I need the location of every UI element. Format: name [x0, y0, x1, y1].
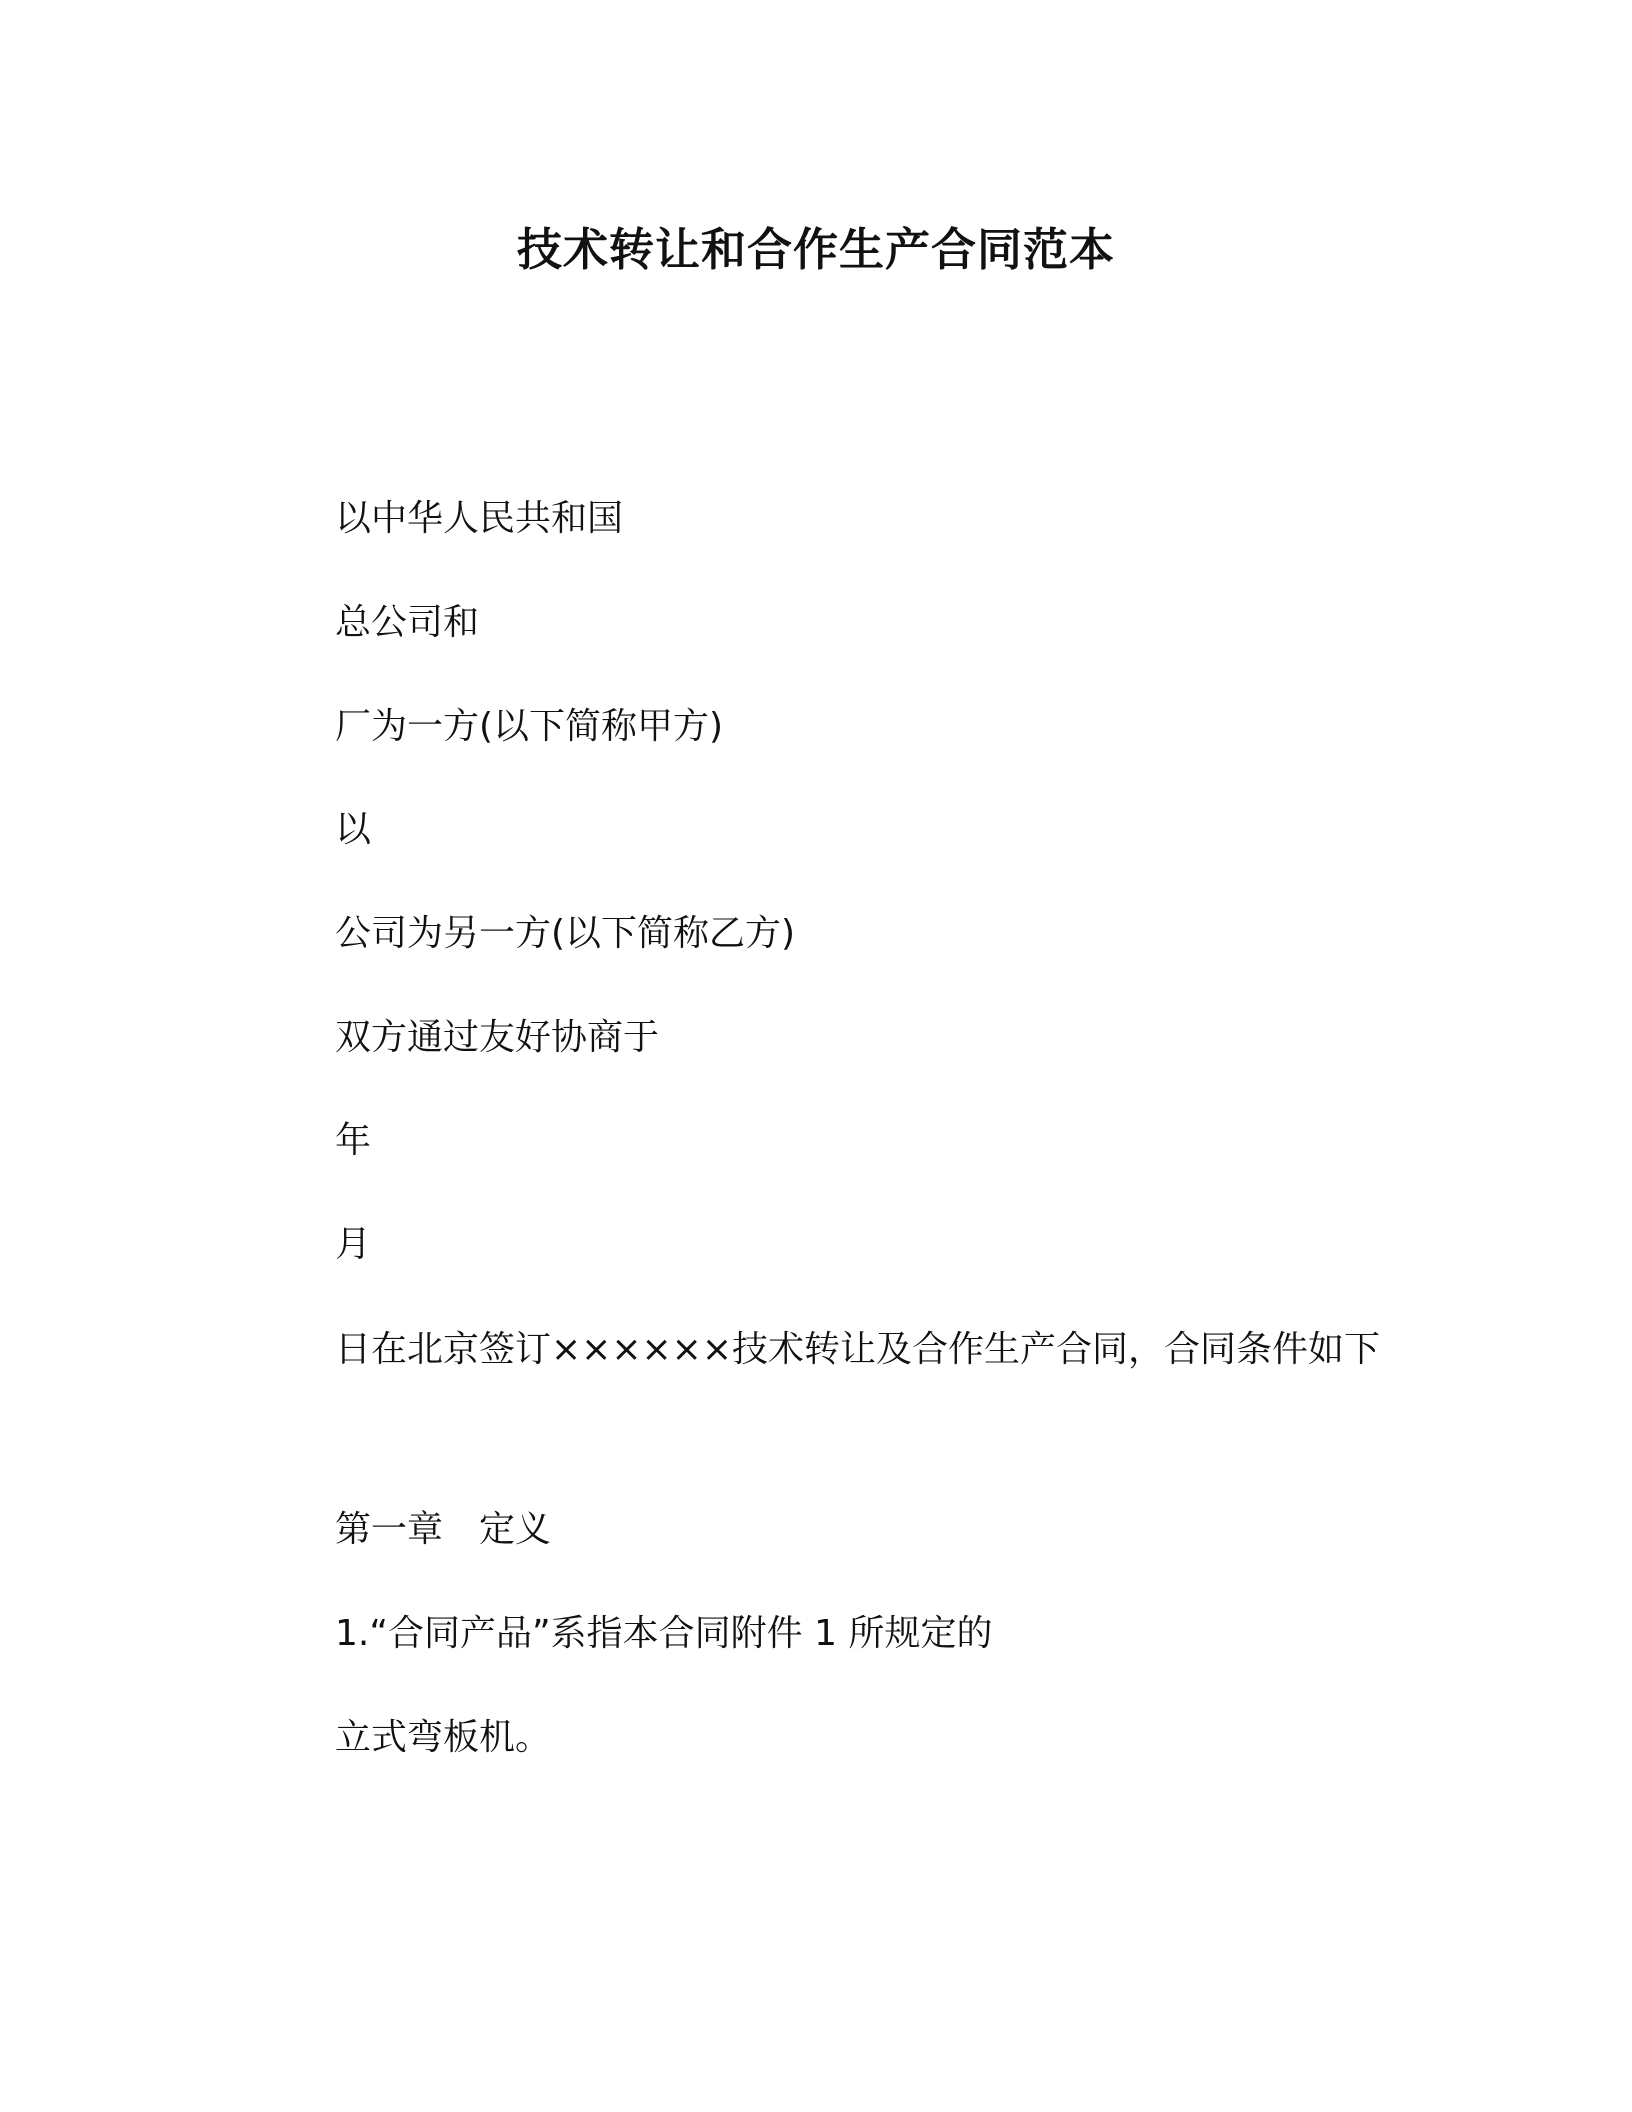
document-title: 技术转让和合作生产合同范本: [516, 223, 1115, 276]
paragraph-party-a: 厂为一方(以下简称甲方): [335, 706, 724, 747]
chapter-one-heading: 第一章 定义: [335, 1509, 552, 1550]
paragraph-party-b: 公司为另一方(以下简称乙方): [335, 913, 796, 954]
paragraph-party-intro: 以中华人民共和国: [335, 498, 624, 539]
paragraph-negotiation: 双方通过友好协商于: [335, 1017, 660, 1058]
clause-1-continuation: 立式弯板机。: [335, 1717, 552, 1758]
paragraph-signing: 日在北京签订××××××技术转让及合作生产合同，合同条件如下: [335, 1329, 1380, 1370]
paragraph-head-company: 总公司和: [335, 602, 480, 643]
paragraph-month: 月: [335, 1224, 372, 1265]
paragraph-year: 年: [335, 1120, 372, 1161]
paragraph-and: 以: [335, 809, 372, 850]
clause-1-contract-product: 1.“合同产品”系指本合同附件 1 所规定的: [335, 1613, 993, 1654]
